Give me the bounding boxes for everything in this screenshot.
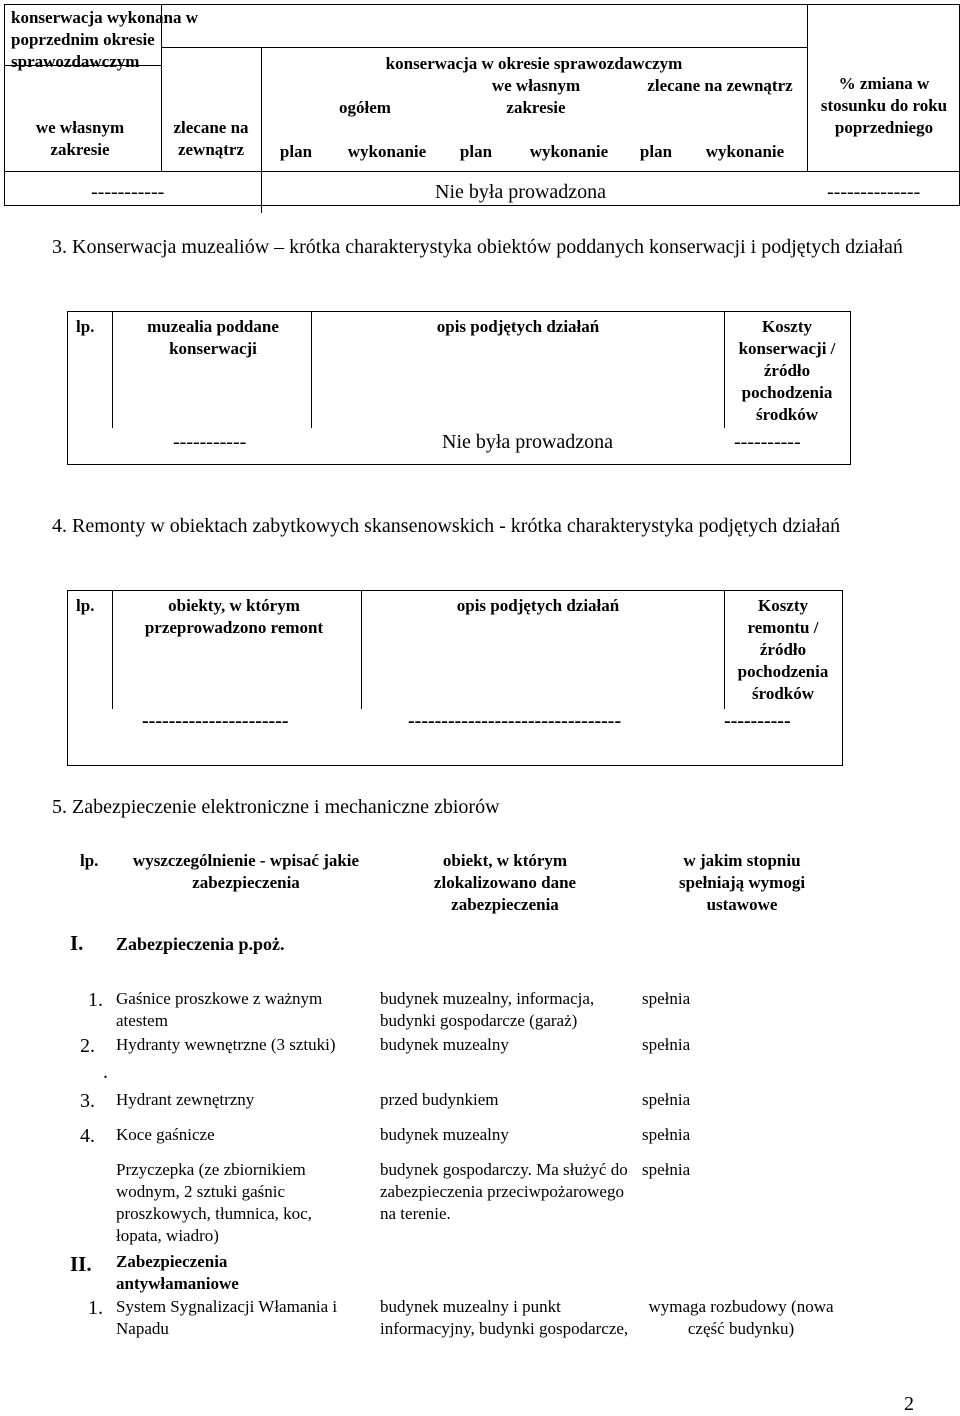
- header-cost-source: Koszty konserwacji / źródło pochodzenia środków: [738, 317, 836, 424]
- table-divider: [311, 312, 312, 428]
- table-divider: [5, 171, 959, 172]
- table-divider: [724, 312, 725, 428]
- header-renovated-objects: obiekty, w którym przeprowadzono remont: [144, 596, 324, 637]
- row-status: spełnia: [642, 1035, 691, 1054]
- row-place: budynek muzealny: [380, 1125, 509, 1144]
- header-lp: lp.: [80, 851, 99, 870]
- group-2-title: Zabezpieczenia antywłamaniowe: [116, 1252, 239, 1293]
- header-own-scope: we własnym zakresie: [35, 118, 125, 159]
- header-percent-change: % zmiana w stosunku do roku poprzedniego: [820, 74, 948, 137]
- dash-placeholder: -----------: [91, 181, 165, 203]
- row-number: 2.: [80, 1035, 95, 1057]
- header-previous-period: konserwacja wykonana w poprzednim okresie sprawozdawczym: [11, 8, 199, 71]
- header-external-2: zlecane na zewnątrz: [647, 76, 793, 95]
- row-number: 1.: [88, 1297, 103, 1319]
- not-conducted-text: Nie była prowadzona: [435, 181, 607, 203]
- row-place: budynek muzealny: [380, 1035, 509, 1054]
- row-status: wymaga rozbudowy (nowa część budynku): [648, 1297, 834, 1338]
- header-execution: wykonanie: [347, 142, 427, 161]
- maintenance-summary-table: [4, 4, 960, 206]
- renovation-table: [67, 590, 843, 766]
- section-4-heading: 4. Remonty w obiektach zabytkowych skansenowskich - krótka charakterystyka podjętych działań: [52, 515, 841, 537]
- row-number-dot: .: [103, 1061, 108, 1083]
- row-place: budynek muzealny i punkt informacyjny, budynki gospodarcze,: [380, 1297, 629, 1338]
- table-divider: [161, 47, 807, 48]
- header-plan: plan: [639, 142, 673, 161]
- page-number: 2: [904, 1393, 914, 1415]
- header-external: zlecane na zewnątrz: [173, 118, 249, 159]
- row-number: 1.: [88, 989, 103, 1011]
- section-5-heading: 5. Zabezpieczenie elektroniczne i mechaniczne zbiorów: [52, 796, 500, 818]
- row-status: spełnia: [642, 1125, 691, 1144]
- header-execution: wykonanie: [705, 142, 785, 161]
- header-lp: lp.: [76, 317, 95, 336]
- section-3-heading: 3. Konserwacja muzealiów – krótka charakterystyka obiektów poddanych konserwacji i podjętych działań: [52, 236, 903, 258]
- table-divider: [112, 312, 113, 428]
- group-1-title: Zabezpieczenia p.poż.: [116, 934, 285, 954]
- row-place: budynek gospodarczy. Ma służyć do zabezpieczenia przeciwpożarowego na terenie.: [380, 1160, 628, 1223]
- row-number: 3.: [80, 1090, 95, 1112]
- row-place: przed budynkiem: [380, 1090, 499, 1109]
- header-object-location: obiekt, w którym zlokalizowano dane zabezpieczenia: [433, 851, 577, 914]
- row-item: Hydrant zewnętrzny: [116, 1090, 255, 1109]
- table-divider: [724, 591, 725, 709]
- group-2-number: II.: [70, 1252, 92, 1276]
- table-divider: [807, 5, 808, 171]
- row-place: budynek muzealny, informacja, budynki gospodarcze (garaż): [380, 989, 595, 1030]
- row-status: spełnia: [642, 1090, 691, 1109]
- row-item: System Sygnalizacji Włamania i Napadu: [116, 1297, 338, 1338]
- header-compliance: w jakim stopniu spełniają wymogi ustawowe: [678, 851, 806, 914]
- row-item: Przyczepka (ze zbiornikiem wodnym, 2 sztuki gaśnic proszkowych, tłumnica, koc, łopata, wiadro): [116, 1160, 312, 1245]
- header-actions-description: opis podjętych działań: [436, 317, 600, 336]
- row-status: spełnia: [642, 989, 691, 1008]
- row-item: Koce gaśnicze: [116, 1125, 215, 1144]
- header-total: ogółem: [339, 98, 391, 117]
- dash-placeholder: ----------: [734, 431, 801, 453]
- header-cost-source: Koszty remontu / źródło pochodzenia środków: [737, 596, 829, 703]
- row-item: Hydranty wewnętrzne (3 sztuki): [116, 1035, 336, 1054]
- dash-placeholder: ----------------------: [142, 710, 289, 732]
- not-conducted-text: Nie była prowadzona: [442, 431, 614, 453]
- dash-placeholder: --------------: [827, 181, 921, 203]
- table-divider: [361, 591, 362, 709]
- dash-placeholder: ----------: [724, 710, 791, 732]
- row-item: Gaśnice proszkowe z ważnym atestem: [116, 989, 323, 1030]
- row-number: 4.: [80, 1125, 95, 1147]
- header-plan: plan: [459, 142, 493, 161]
- table-divider: [112, 591, 113, 709]
- header-own-scope-2: we własnym zakresie: [491, 76, 581, 117]
- row-status: spełnia: [642, 1160, 691, 1179]
- dash-placeholder: --------------------------------: [408, 710, 622, 732]
- header-actions-description: opis podjętych działań: [456, 596, 620, 615]
- conservation-table: [67, 311, 851, 465]
- header-conserved-items: muzealia poddane konserwacji: [147, 317, 279, 358]
- header-specification: wyszczególnienie - wpisać jakie zabezpieczenia: [132, 851, 360, 892]
- dash-placeholder: -----------: [173, 431, 247, 453]
- header-lp: lp.: [76, 596, 95, 615]
- header-execution: wykonanie: [529, 142, 609, 161]
- header-plan: plan: [279, 142, 313, 161]
- header-reporting-period: konserwacja w okresie sprawozdawczym: [385, 54, 683, 73]
- group-1-number: I.: [70, 931, 84, 955]
